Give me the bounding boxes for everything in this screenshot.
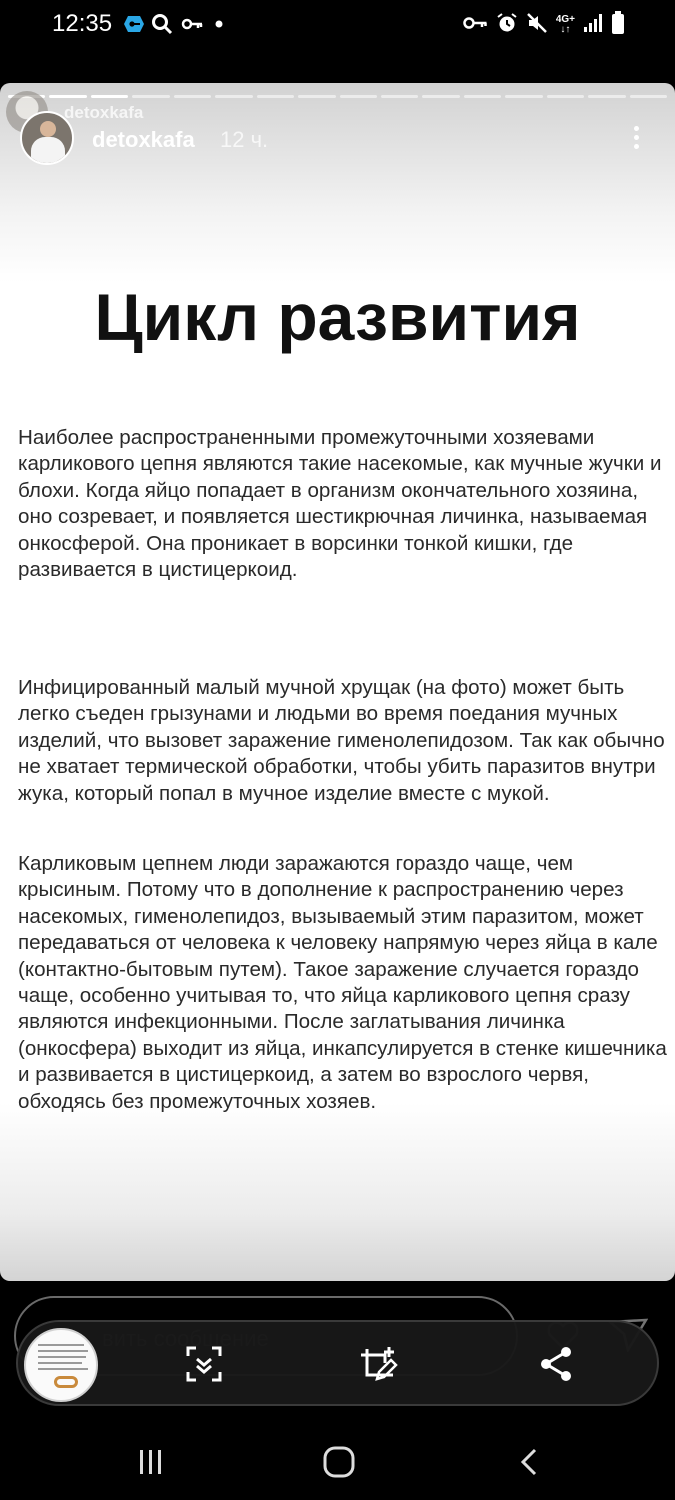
status-icons-right — [462, 12, 625, 38]
scroll-capture-icon[interactable] — [180, 1340, 228, 1388]
avatar[interactable] — [20, 111, 74, 165]
story-paragraph-2: Инфицированный малый мучной хрущак (на фото) может быть легко съеден грызунами и людьми во время поедания мучных изделий, что вызовет заражение гименолепидозом. Так как обычно не хватает термической обработки, чтобы убить паразитов внутри жука, который попал в мучное изделие вместе с мукой. — [18, 676, 665, 805]
progress-segment — [257, 95, 294, 98]
thumbnail-image — [54, 1376, 78, 1388]
progress-segment — [547, 95, 584, 98]
progress-segment — [422, 95, 459, 98]
edit-crop-icon[interactable] — [356, 1340, 404, 1388]
story-progress-bar — [8, 95, 667, 98]
progress-segment — [340, 95, 377, 98]
status-bar — [0, 0, 675, 50]
story-time-ago: 12 ч. — [220, 127, 269, 152]
progress-segment — [298, 95, 335, 98]
progress-segment — [588, 95, 625, 98]
ghost-username: detoxkafa — [64, 103, 144, 122]
network-4g-icon: 4G+ ↓↑ — [555, 14, 575, 35]
progress-segment — [505, 95, 542, 98]
recent-apps-icon[interactable] — [126, 1442, 176, 1482]
home-icon[interactable] — [314, 1442, 364, 1482]
screenshot-thumbnail[interactable] — [24, 1328, 98, 1402]
progress-segment — [464, 95, 501, 98]
key-icon — [180, 12, 204, 36]
story-paragraph-3: Карликовым цепнем люди заражаются гораздо чаще, чем крысиным. Потому что в дополнение к распространению через насекомых, гименолепидоз, вызываемый этим паразитом, может передаваться от человека к человеку напрямую через яйца в кале (контактно-бытовым путем). Такое заражение случается гораздо чаще, особенно учитывая то, что яйца карликового цепня сразу являются инфекционными. После заглатывания личинка (онкосфера) выходит из яйца, инкапсулируется в стенке кишечника и развивается в цистицеркоид, а затем во взрослого червя, обходясь без промежуточных хозяев. — [18, 852, 667, 1113]
network-type-label: 4G+ — [555, 14, 575, 25]
search-icon — [150, 12, 174, 36]
dot-icon — [214, 12, 224, 36]
share-icon[interactable] — [532, 1340, 580, 1388]
progress-segment — [174, 95, 211, 98]
back-icon[interactable] — [504, 1442, 554, 1482]
status-time: 12:35 — [52, 10, 113, 37]
signal-icon — [583, 13, 603, 38]
story-username[interactable]: detoxkafa — [92, 127, 195, 152]
progress-segment — [630, 95, 667, 98]
progress-segment — [91, 95, 128, 98]
progress-segment — [215, 95, 252, 98]
key-icon — [462, 12, 488, 39]
story-title: Цикл развития — [94, 280, 581, 354]
story-viewer[interactable] — [0, 83, 675, 1281]
battery-icon — [611, 11, 625, 40]
vpn-key-icon — [122, 12, 146, 36]
alarm-icon — [496, 12, 518, 39]
more-options-icon[interactable] — [626, 123, 646, 153]
mute-icon — [526, 12, 548, 39]
avatar-head — [40, 121, 56, 137]
progress-segment — [132, 95, 169, 98]
navigation-bar — [0, 1420, 675, 1500]
story-paragraph-1: Наиболее распространенными промежуточными хозяевами карликового цепня являются такие насекомые, как мучные жучки и блохи. Когда яйцо попадает в организм окончательного хозяина, оно созревает, и появляется шестикрючная личинка, называемая онкосферой. Она проникает в ворсинки тонкой кишки, где развивается в цистицеркоид. — [18, 426, 662, 582]
progress-segment — [381, 95, 418, 98]
avatar-body — [31, 137, 65, 165]
progress-segment — [49, 95, 86, 98]
screenshot-toolbar — [16, 1320, 659, 1406]
